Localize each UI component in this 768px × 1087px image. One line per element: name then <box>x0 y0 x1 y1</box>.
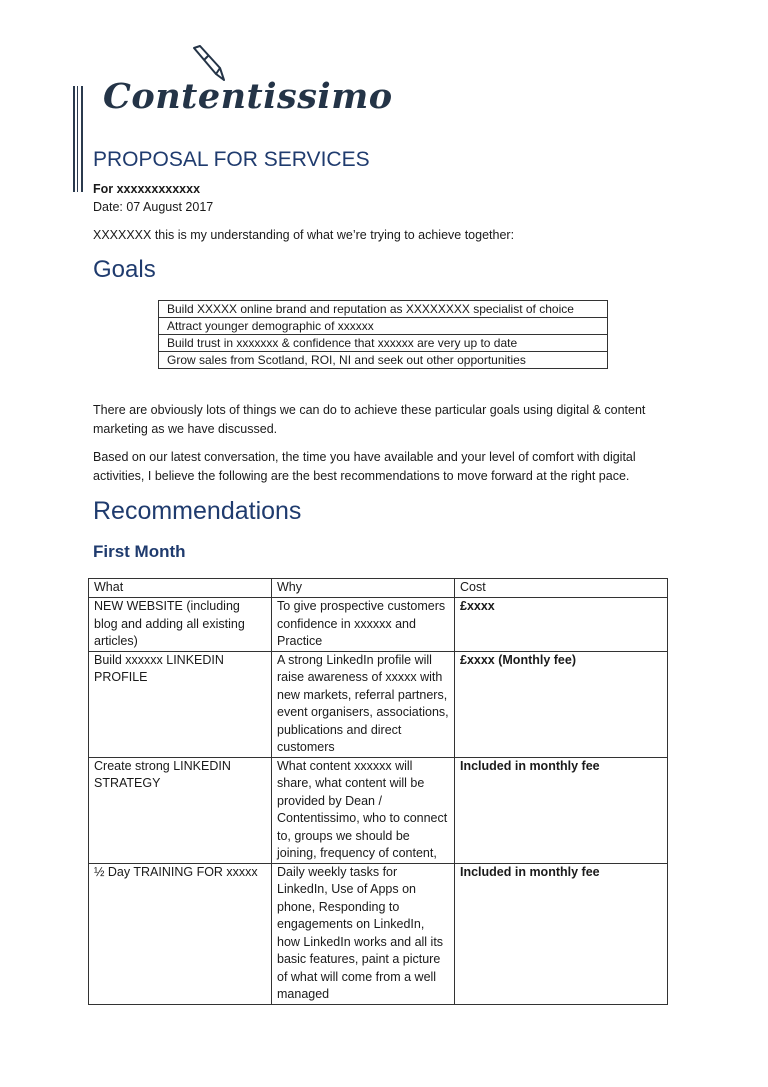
table-header-row <box>89 579 668 598</box>
cell-why: To give prospective customers confidence in xxxxxx and Practice <box>272 598 455 652</box>
column-header-what: What <box>89 579 272 598</box>
cell-what: NEW WEBSITE (including blog and adding all existing articles) <box>89 598 272 652</box>
cell-why: What content xxxxxx will share, what content will be provided by Dean / Contentissimo, who to connect to, groups we should be joining, frequency of content, <box>272 757 455 863</box>
paragraph-discussion: There are obviously lots of things we can do to achieve these particular goals using digital & content marketing as we have discussed. <box>93 403 646 436</box>
cell-what: Build xxxxxx LINKEDIN PROFILE <box>89 651 272 757</box>
goal-item: Build trust in xxxxxxx & confidence that xxxxxx are very up to date <box>159 335 608 352</box>
date-line: Date: 07 August 2017 <box>93 200 214 214</box>
table-row <box>159 318 608 335</box>
cell-cost: Included in monthly fee <box>455 863 668 1004</box>
goal-item: Grow sales from Scotland, ROI, NI and seek out other opportunities <box>159 352 608 369</box>
cell-cost: £xxxx (Monthly fee) <box>455 651 668 757</box>
goals-table <box>158 300 608 369</box>
table-row <box>89 598 668 652</box>
first-month-heading: First Month <box>93 542 186 561</box>
page-title: PROPOSAL FOR SERVICES <box>93 148 370 171</box>
cell-why: Daily weekly tasks for LinkedIn, Use of Apps on phone, Responding to engagements on LinkedIn, how LinkedIn works and all its basic features, paint a picture of what will come from a well managed <box>272 863 455 1004</box>
table-row <box>89 651 668 757</box>
cell-cost: Included in monthly fee <box>455 757 668 863</box>
recommendations-table <box>88 578 668 1005</box>
goal-item: Build XXXXX online brand and reputation as XXXXXXXX specialist of choice <box>159 301 608 318</box>
table-row <box>89 757 668 863</box>
table-row <box>159 301 608 318</box>
table-row <box>89 863 668 1004</box>
paragraph-recommendation-basis: Based on our latest conversation, the time you have available and your level of comfort with digital activities, I believe the following are the best recommendations to move forward at the right pace. <box>93 450 636 483</box>
decorative-side-bars <box>73 86 85 192</box>
client-line: For xxxxxxxxxxxx <box>93 182 201 196</box>
intro-text: XXXXXXX this is my understanding of what we’re trying to achieve together: <box>93 228 515 242</box>
table-row <box>159 335 608 352</box>
cell-what: ½ Day TRAINING FOR xxxxx <box>89 863 272 1004</box>
column-header-why: Why <box>272 579 455 598</box>
cell-cost: £xxxx <box>455 598 668 652</box>
goal-item: Attract younger demographic of xxxxxx <box>159 318 608 335</box>
cell-why: A strong LinkedIn profile will raise awareness of xxxxx with new markets, referral partners, event organisers, associations, publications and direct customers <box>272 651 455 757</box>
brand-logo: Contentissimo <box>103 76 393 117</box>
goals-heading: Goals <box>93 256 156 283</box>
column-header-cost: Cost <box>455 579 668 598</box>
recommendations-heading: Recommendations <box>93 497 302 525</box>
table-row <box>159 352 608 369</box>
cell-what: Create strong LINKEDIN STRATEGY <box>89 757 272 863</box>
